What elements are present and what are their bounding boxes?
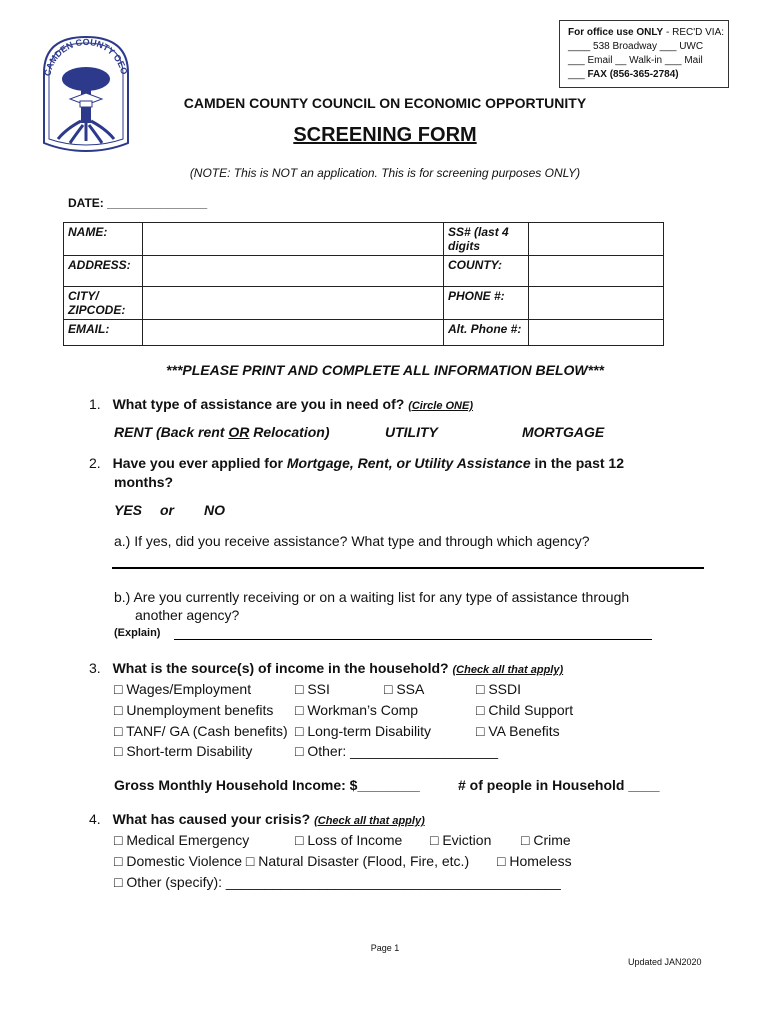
office-use-fax-prefix: ___: [568, 69, 588, 80]
q1-rent-or: OR: [228, 424, 250, 440]
q1-text: What type of assistance are you in need of?: [112, 396, 405, 412]
updated-date: Updated JAN2020: [628, 957, 702, 967]
q3-number: 3.: [89, 660, 101, 676]
q4-homeless[interactable]: □ Homeless: [497, 853, 572, 869]
form-title: SCREENING FORM: [293, 124, 477, 146]
gross-income-field[interactable]: Gross Monthly Household Income: $________: [114, 777, 420, 793]
q3-text: What is the source(s) of income in the household?: [112, 660, 449, 676]
q2a-answer-line[interactable]: [112, 567, 704, 569]
q3-wages[interactable]: □ Wages/Employment: [114, 681, 252, 697]
q2b-text-2: another agency?: [135, 607, 240, 623]
alt-phone-label: Alt. Phone #:: [444, 320, 529, 346]
q1-hint: (Circle ONE): [408, 400, 473, 412]
q2b-explain-label: (Explain): [114, 627, 161, 639]
q4-heading: [89, 811, 425, 827]
q2-option-yes[interactable]: YES: [114, 502, 143, 518]
q2-number: 2.: [89, 455, 101, 471]
phone-field[interactable]: [529, 287, 664, 320]
q4-loss-of-income[interactable]: □ Loss of Income: [295, 832, 403, 848]
q3-heading: [89, 660, 563, 676]
q3-long-term-disability[interactable]: □ Long-term Disability: [295, 723, 432, 739]
email-field[interactable]: [143, 320, 444, 346]
q4-number: 4.: [89, 811, 101, 827]
q2b-explain-line[interactable]: [174, 639, 652, 640]
q4-hint: (Check all that apply): [314, 815, 425, 827]
email-label: EMAIL:: [64, 320, 143, 346]
q1-option-mortgage[interactable]: MORTGAGE: [522, 424, 605, 440]
q2b-text-1: b.) Are you currently receiving or on a waiting list for any type of assistance through: [114, 589, 630, 605]
form-note: (NOTE: This is NOT an application. This is for screening purposes ONLY): [189, 166, 581, 180]
office-use-heading: For office use ONLY: [568, 27, 664, 38]
q2-or: or: [160, 502, 174, 518]
q4-domestic-natural[interactable]: □ Domestic Violence □ Natural Disaster (Flood, Fire, etc.): [114, 853, 470, 869]
org-name: CAMDEN COUNTY COUNCIL ON ECONOMIC OPPORTUNITY: [183, 95, 587, 111]
date-field[interactable]: DATE: _______________: [68, 196, 208, 210]
applicant-info-table: [63, 222, 664, 346]
q4-medical-emergency[interactable]: □ Medical Emergency: [114, 832, 250, 848]
q1-number: 1.: [89, 396, 101, 412]
name-label: NAME:: [64, 223, 143, 256]
q3-tanf[interactable]: □ TANF/ GA (Cash benefits): [114, 723, 288, 739]
print-instructions: ***PLEASE PRINT AND COMPLETE ALL INFORMATION BELOW***: [166, 362, 604, 378]
q4-crime[interactable]: □ Crime: [521, 832, 571, 848]
q2-option-no[interactable]: NO: [204, 502, 225, 518]
q2a-text: a.) If yes, did you receive assistance? What type and through which agency?: [114, 533, 590, 549]
q2-text-em: Mortgage, Rent, or Utility Assistance: [286, 455, 531, 471]
q4-eviction[interactable]: □ Eviction: [430, 832, 492, 848]
q4-text: What has caused your crisis?: [112, 811, 311, 827]
q2-text-a: Have you ever applied for: [112, 455, 287, 471]
county-field[interactable]: [529, 256, 664, 287]
q4-other[interactable]: □ Other (specify): ___________________________________________: [114, 874, 561, 890]
household-size-field[interactable]: # of people in Household ____: [458, 777, 660, 793]
phone-label: PHONE #:: [444, 287, 529, 320]
q2-heading: [89, 455, 689, 471]
address-field[interactable]: [143, 256, 444, 287]
q3-unemployment[interactable]: □ Unemployment benefits: [114, 702, 274, 718]
county-label: COUNTY:: [444, 256, 529, 287]
q1-rent-b: Relocation): [249, 424, 330, 440]
ss-label: SS# (last 4 digits: [444, 223, 529, 256]
ss-field[interactable]: [529, 223, 664, 256]
q3-ssa[interactable]: □ SSA: [384, 681, 425, 697]
office-use-line-2: ____ 538 Broadway ___ UWC: [568, 41, 704, 52]
q3-va-benefits[interactable]: □ VA Benefits: [476, 723, 560, 739]
q3-child-support[interactable]: □ Child Support: [476, 702, 574, 718]
q1-option-utility[interactable]: UTILITY: [385, 424, 438, 440]
q1-heading: [89, 396, 473, 412]
office-use-fax: FAX (856-365-2784): [587, 69, 679, 80]
q3-hint: (Check all that apply): [452, 664, 564, 676]
q1-rent-a: RENT (Back rent: [114, 424, 229, 440]
alt-phone-field[interactable]: [529, 320, 664, 346]
page-number: Page 1: [370, 943, 400, 953]
office-use-recd: - REC'D VIA:: [663, 27, 725, 38]
q3-other[interactable]: □ Other: ___________________: [295, 743, 499, 759]
address-label: ADDRESS:: [64, 256, 143, 287]
name-field[interactable]: [143, 223, 444, 256]
q3-short-term-disability[interactable]: □ Short-term Disability: [114, 743, 253, 759]
logo-text: CAMDEN COUNTY OEO: [42, 36, 130, 77]
office-use-box: [559, 20, 729, 88]
city-zip-label: CITY/ ZIPCODE:: [64, 287, 143, 320]
q2-text-c: months?: [114, 474, 174, 490]
office-use-line-3: ___ Email __ Walk-in ___ Mail: [568, 55, 703, 66]
q1-option-rent[interactable]: [114, 424, 329, 440]
q3-ssdi[interactable]: □ SSDI: [476, 681, 522, 697]
q3-workmans-comp[interactable]: □ Workman’s Comp: [295, 702, 419, 718]
q3-ssi[interactable]: □ SSI: [295, 681, 330, 697]
q2-text-b: in the past 12: [530, 455, 624, 471]
city-zip-field[interactable]: [143, 287, 444, 320]
